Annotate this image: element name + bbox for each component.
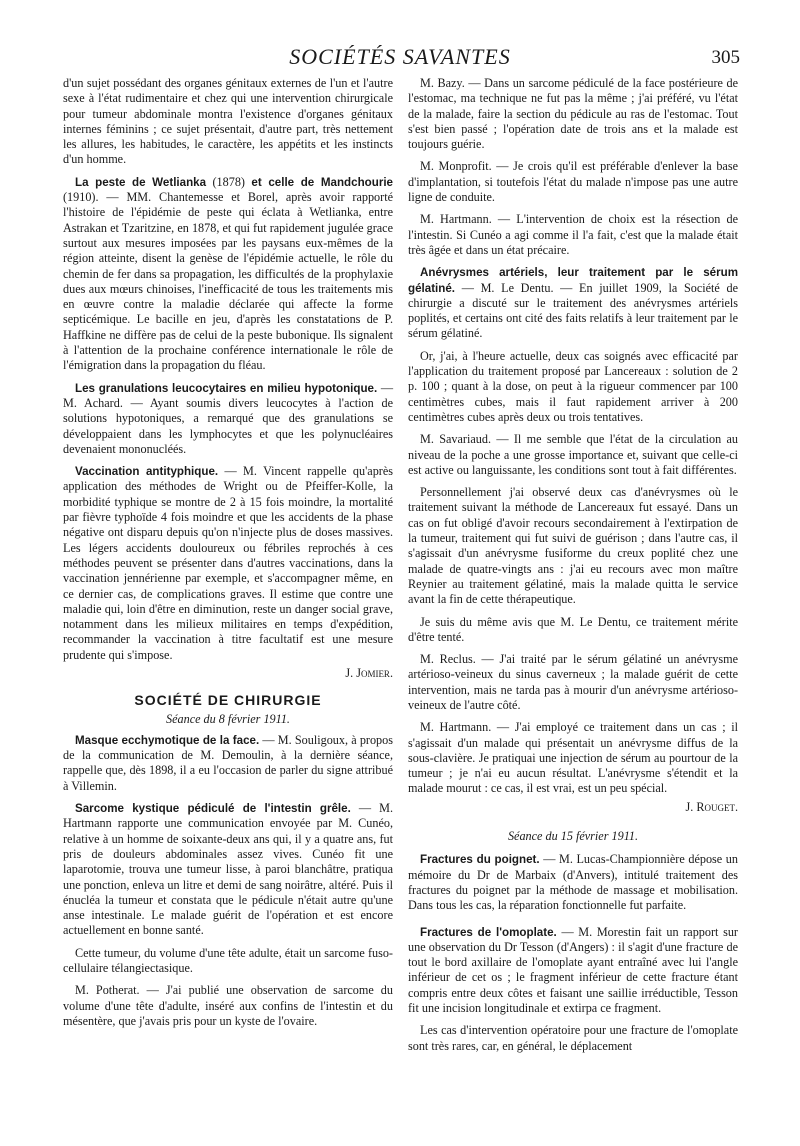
article-body: — M. Souligoux, à propos de la communication de M. Demoulin, à la dernière séance, rappelle que, dès 1898, il a eu l'occasion de parler du signe attribué à Villemin. bbox=[63, 732, 393, 793]
page-number: 305 bbox=[711, 47, 740, 68]
paragraph: M. Monprofit. — Je crois qu'il est préférable d'enlever la base d'implantation, si toutefois l'état du malade n'impose pas une autre ligne de conduite. bbox=[408, 159, 738, 205]
paragraph: M. Bazy. — Dans un sarcome pédiculé de la face postérieure de l'estomac, ma technique ne fut pas la même ; j'ai préféré, vu l'état de la malade, faire la section du pédicule au ras de l'estomac. Tout s'est bien passé ; l'opération date de trois ans et la malade est toujours guérie. bbox=[408, 76, 738, 152]
paragraph: Personnellement j'ai observé deux cas d'anévrysmes où le traitement suivant la méthode de Lancereaux fut essayé. Dans un cas on fut obligé d'avoir recours secondairement à l'extirpation de la tumeur, traitement qui fut suivi de guérison ; dans l'autre cas, il s'agissait d'un anévrysme fusiforme du creux poplité chez une malade de quatre-vingts ans : j'ai eu recours avec mon maître Reynier au traitement gélatiné, mais la malade quitta le service avant la fin de cette thérapeutique. bbox=[408, 485, 738, 607]
running-title: SOCIÉTÉS SAVANTES bbox=[289, 44, 511, 69]
paragraph: Je suis du même avis que M. Le Dentu, ce traitement mérite d'être tenté. bbox=[408, 614, 738, 644]
paragraph: M. Hartmann. — L'intervention de choix est la résection de l'intestin. Si Cunéo a agi comme il l'a fait, c'est que la malade était très âgée et dans un état précaire. bbox=[408, 212, 738, 257]
article-body: — M. Morestin fait un rapport sur une observation du Dr Tesson (d'Angers) : il s'agit d'une fracture de tout le bord axillaire de l'omoplate ayant entraîné avec lui l'angle inférieur de cet os ; le fragment inférieur de cette fracture étant compris entre deux côtes et faisant une saillie irréductible, Tesson fit une incision longitudinale et extirpa ce fragment. bbox=[408, 924, 738, 1016]
article-heading: Sarcome kystique pédiculé de l'intestin grêle. bbox=[75, 802, 351, 816]
article-heading: Fractures du poignet. bbox=[420, 853, 540, 867]
section-title: SOCIÉTÉ DE CHIRURGIE bbox=[134, 692, 322, 709]
article-body: — M. Achard. — Ayant soumis divers leucocytes à l'action de solutions hypotoniques, a remarqué que des granulations se développaient dans les lymphocytes et que les polynucléaires devenaient mononucléés. bbox=[63, 380, 393, 456]
paragraph: Cette tumeur, du volume d'une tête adulte, était un sarcome fuso-cellulaire télangiectasique. bbox=[63, 945, 393, 976]
article-sarcoma bbox=[63, 801, 393, 939]
article-body: — M. Hartmann rapporte une communication envoyée par M. Cunéo, relative à un homme de soixante-deux ans qui, il y a quatre ans, fut pris de douleurs abdominales assez vives. Cunéo fit une laparotomie, trouva une tumeur lisse, à paroi blanchâtre, pratiqua une ponction, enleva un litre et demi de sang noirâtre, altéré. Puis il énucléa la tumeur et constata que le pédicule n'était autre qu'une anse intestinale. Le malade guérit de l'opération et est encore actuellement en bonne santé. bbox=[63, 801, 393, 938]
right-column bbox=[408, 76, 738, 1061]
article-heading: et celle de Mandchourie bbox=[251, 175, 393, 189]
article-body: — M. Le Dentu. — En juillet 1909, la Société de chirurgie a discuté sur le traitement des anévrysmes artériels poplités, et certains ont cité des faits relatifs à leur traitement par le sérum gélatiné. bbox=[408, 280, 738, 341]
article-heading: Vaccination antityphique. bbox=[75, 465, 219, 479]
article-scapula-fractures bbox=[408, 925, 738, 1017]
article-plague bbox=[63, 175, 393, 374]
article-heading: La peste de Wetlianka bbox=[75, 175, 207, 189]
left-column bbox=[63, 76, 393, 1036]
article-heading: Anévrysmes artériels, leur traitement par le sérum gélatiné. bbox=[408, 266, 738, 295]
article-granulations bbox=[63, 381, 393, 457]
paragraph: d'un sujet possédant des organes génitaux externes de l'un et l'autre sexe à l'état rudimentaire et chez qui une intervention chirurgicale pour tumeur abdominale montra l'existence d'organes génitaux internes féminins ; ce sujet présentait, d'autre part, très nettement les allures, les habitudes, le caractère, les appétits et les instincts d'un homme. bbox=[63, 76, 393, 167]
article-ecchymotic-mask bbox=[63, 733, 393, 794]
article-heading-year: (1878) bbox=[206, 174, 252, 189]
session-date: Séance du 8 février 1911. bbox=[166, 711, 290, 726]
paragraph: M. Reclus. — J'ai traité par le sérum gélatiné un anévrysme artérioso-veineux du sinus caverneux ; la malade guérit de cette intervention, mais ne tarda pas à mourir d'un anévrysme artérioso-veineux de l'autre côté. bbox=[408, 652, 738, 712]
article-heading: Fractures de l'omoplate. bbox=[420, 925, 557, 939]
article-body: (1910). — MM. Chantemesse et Borel, après avoir rapporté l'histoire de l'épidémie de peste qui éclata à Wetlianka, entre Astrakan et Tzaritzine, en 1878, et qui fut rapidement jugulée grace surtout aux mesures imposées par les paysans eux-mêmes de la région atteinte, disent la genèse de l'épidémie actuelle, le rôle du chemin de fer dans sa propagation, les difficultés de la prophylaxie dues aux mœurs chinoises, l'inefficacité de tous les traitements mis en œuvre contre la maladie déclarée qui affecte la forme septicémique. Le bacille en jeu, d'après les constatations de P. Haffkine ne diffère pas de celui de la peste bubonique. Ils signalent à l'attention de la prochaine conférence internationale le rôle de l'émigration dans la propagation du fléau. bbox=[63, 190, 393, 373]
article-wrist-fractures bbox=[408, 852, 738, 913]
paragraph: M. Savariaud. — Il me semble que l'état de la circulation au niveau de la poche a une grosse importance et, suivant que celle-ci est active ou languissante, les conditions sont tout à fait différentes. bbox=[408, 432, 738, 477]
article-body: — M. Lucas-Championnière dépose un mémoire du Dr de Marbaix (d'Anvers), intitulé traitement des fractures du poignet par la méthode de massage et mobilisation. Dans tous les cas, la réparation fonctionnelle fut parfaite. bbox=[408, 852, 738, 913]
article-aneurysms bbox=[408, 265, 738, 341]
session-date: Séance du 15 février 1911. bbox=[507, 829, 639, 844]
article-body: — M. Vincent rappelle qu'après application des méthodes de Wright ou de Pfeiffer-Kolle, la morbidité typhique se montre de 2 à 15 fois moindre, la mortalité par fièvre typhoïde 4 fois moindre et que les accidents de la phase négative ont disparu depuis qu'on n'injecte plus de doses massives. Les légers accidents douloureux ou fébriles reprochés à ces méthodes peuvent se présenter dans d'autres vaccinations, dans la vaccination jennérienne par exemple, et s'accompagner même, en ce dernier cas, de complications graves. Il estime que contre une maladie qui, loin d'être en diminution, reste un danger social grave, notamment dans les milieux militaires en temps d'expédition, recommander la vaccination à titre facultatif est une mesure prudente qui s'impose. bbox=[63, 464, 394, 662]
paragraph: M. Hartmann. — J'ai employé ce traitement dans un cas ; il s'agissait d'un malade qui présentait un anévrysme diffus de la sous-clavière. Je pratiquai une injection de sérum au pourtour de la tumeur ; je n'ai eu aucun résultat. L'anévrysme s'étendit et la malade mourut : ce cas, il est vrai, est un peu spécial. bbox=[408, 720, 738, 796]
paragraph: Les cas d'intervention opératoire pour une fracture de l'omoplate sont très rares, car, en général, le déplacement bbox=[408, 1023, 738, 1053]
author-signature: J. Jomier. bbox=[345, 665, 393, 680]
article-vaccination bbox=[63, 464, 393, 663]
author-signature: J. Rouget. bbox=[685, 799, 738, 814]
paragraph: M. Potherat. — J'ai publié une observation de sarcome du volume d'une tête d'adulte, inséré aux confins de l'intestin et du mésentère, que j'avais pris pour un kyste de l'ovaire. bbox=[63, 983, 393, 1028]
paragraph: Or, j'ai, à l'heure actuelle, deux cas soignés avec efficacité par l'application du traitement proposé par Lancereaux : solution de 2 p. 100 ; quant à la dose, on peut à la rigueur commencer par 100 centimètres cubes, mais il faut rapidement arriver à 200 centimètres cubes après deux ou trois tentatives. bbox=[408, 348, 738, 424]
article-heading: Masque ecchymotique de la face. bbox=[75, 733, 260, 747]
article-heading: Les granulations leucocytaires en milieu hypotonique. bbox=[75, 381, 378, 395]
